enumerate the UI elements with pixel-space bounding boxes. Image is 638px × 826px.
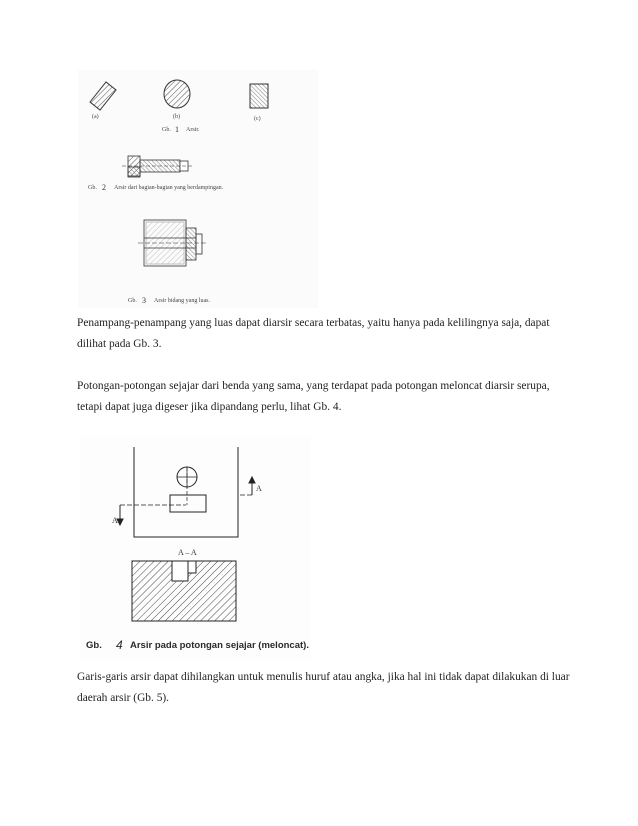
figure-gb-4 [80,437,310,659]
gb1-shape-c [250,84,268,108]
figure-gb-1-2-3-drawing [78,70,318,308]
gb4-section-label: A – A [178,548,197,557]
gb3-caption-text: Arsir bidang yang luas. [154,298,210,304]
gb1-caption-handnum: 1 [175,125,179,134]
gb3-caption-num: Gb. [128,298,137,304]
gb3-caption-handnum: 3 [142,296,146,305]
gb4-caption-text: Arsir pada potongan sejajar (meloncat). [130,640,309,651]
gb2-caption-handnum: 2 [102,183,106,192]
gb4-section-view [132,561,236,621]
gb4-caption-handnum: 4 [116,638,123,652]
gb2-caption-num: Gb. [88,185,97,191]
gb1-label-a: (a) [92,114,99,120]
gb1-caption-text: Arsir. [186,127,200,133]
gb4-section-marker-right: A [256,484,262,493]
gb2-caption-text: Arsir dari bagian-bagian yang berdampingan. [114,185,224,191]
gb4-caption-num: Gb. [86,640,102,651]
gb1-label-b: (b) [173,114,180,120]
figure-gb-4-drawing [80,437,310,659]
gb1-label-c: (c) [254,116,261,122]
gb4-section-marker-left: A [112,516,118,525]
paragraph-3: Garis-garis arsir dapat dihilangkan untuk menulis huruf atau angka, jika hal ini tidak dapat dilakukan di luar daerah arsir (Gb. 5). [77,671,570,704]
gb1-shape-b [164,80,190,108]
gb1-caption-num: Gb. [162,127,171,133]
figure-gb-1-2-3 [78,70,318,308]
paragraph-1: Penampang-penampang yang luas dapat diarsir secara terbatas, yaitu hanya pada kelilingnya saja, dapat dilihat pada Gb. 3. [77,317,550,350]
paragraph-2: Potongan-potongan sejajar dari benda yang sama, yang terdapat pada potongan meloncat diarsir serupa, tetapi dapat juga digeser jika dipandang perlu, lihat Gb. 4. [77,380,550,413]
